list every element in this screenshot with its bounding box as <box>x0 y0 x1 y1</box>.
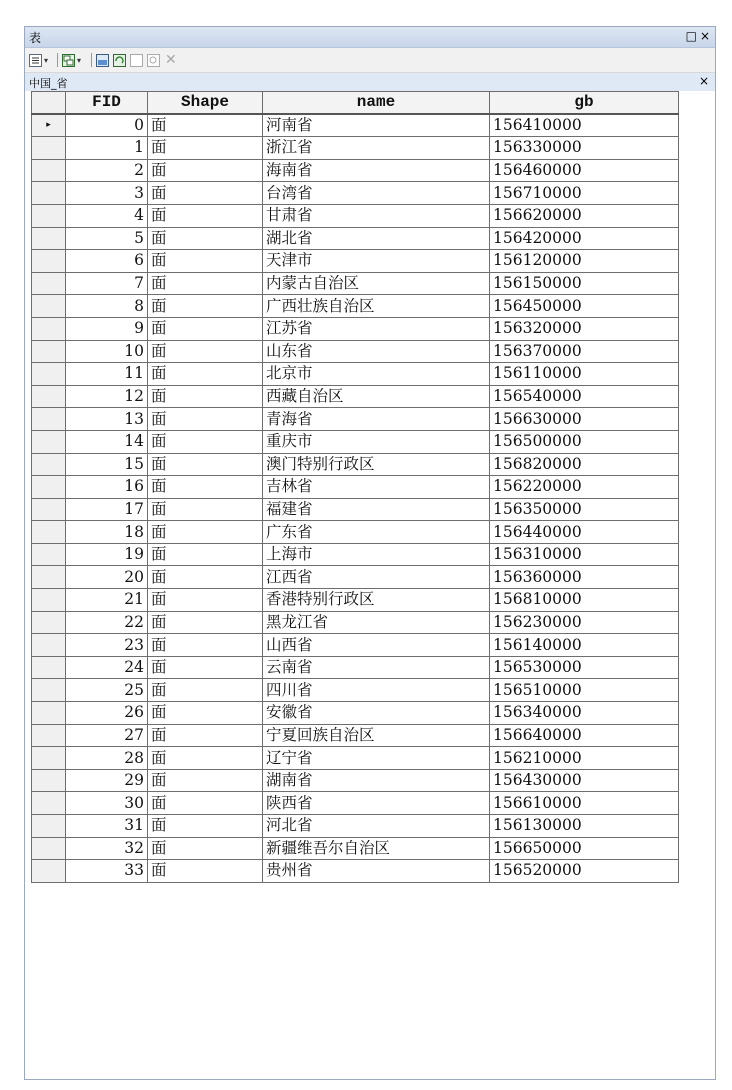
name-cell[interactable]: 青海省 <box>263 408 490 431</box>
name-cell[interactable]: 内蒙古自治区 <box>263 272 490 295</box>
name-cell[interactable]: 浙江省 <box>263 137 490 160</box>
tab-close-button[interactable]: × <box>698 74 709 88</box>
delete-icon: ✕ <box>165 52 177 68</box>
name-cell[interactable]: 香港特别行政区 <box>263 589 490 612</box>
table-row[interactable] <box>32 430 679 453</box>
gb-cell[interactable]: 156130000 <box>490 815 679 838</box>
shape-cell[interactable]: 面 <box>148 634 263 657</box>
toolbar-separator <box>57 53 58 67</box>
table-row[interactable] <box>32 769 679 792</box>
gb-cell[interactable]: 156330000 <box>490 137 679 160</box>
name-cell[interactable]: 贵州省 <box>263 860 490 883</box>
name-cell[interactable]: 云南省 <box>263 656 490 679</box>
table-row[interactable] <box>32 792 679 815</box>
row-selector[interactable] <box>32 543 66 566</box>
table-row[interactable] <box>32 408 679 431</box>
gb-cell[interactable]: 156540000 <box>490 385 679 408</box>
fid-cell[interactable]: 33 <box>66 860 148 883</box>
table-row[interactable] <box>32 250 679 273</box>
name-cell[interactable]: 江西省 <box>263 566 490 589</box>
row-selector[interactable] <box>32 566 66 589</box>
gb-cell[interactable]: 156230000 <box>490 611 679 634</box>
fid-cell[interactable]: 26 <box>66 702 148 725</box>
shape-cell[interactable]: 面 <box>148 227 263 250</box>
table-row[interactable] <box>32 566 679 589</box>
gb-cell[interactable]: 156320000 <box>490 317 679 340</box>
fid-cell[interactable]: 5 <box>66 227 148 250</box>
row-selector[interactable] <box>32 589 66 612</box>
name-cell[interactable]: 吉林省 <box>263 476 490 499</box>
fid-cell[interactable]: 28 <box>66 747 148 770</box>
fid-cell[interactable]: 14 <box>66 430 148 453</box>
table-row[interactable] <box>32 159 679 182</box>
table-row[interactable] <box>32 589 679 612</box>
name-cell[interactable]: 重庆市 <box>263 430 490 453</box>
fid-cell[interactable]: 17 <box>66 498 148 521</box>
shape-cell[interactable]: 面 <box>148 724 263 747</box>
fid-cell[interactable]: 7 <box>66 272 148 295</box>
table-row[interactable] <box>32 521 679 544</box>
gb-cell[interactable]: 156510000 <box>490 679 679 702</box>
toolbar <box>25 48 715 73</box>
gb-cell[interactable]: 156310000 <box>490 543 679 566</box>
row-selector[interactable] <box>32 408 66 431</box>
row-selector[interactable] <box>32 137 66 160</box>
shape-cell[interactable]: 面 <box>148 317 263 340</box>
shape-cell[interactable]: 面 <box>148 815 263 838</box>
shape-cell[interactable]: 面 <box>148 769 263 792</box>
shape-cell[interactable]: 面 <box>148 521 263 544</box>
gb-cell[interactable]: 156820000 <box>490 453 679 476</box>
shape-cell[interactable]: 面 <box>148 860 263 883</box>
table-row[interactable] <box>32 498 679 521</box>
fid-cell[interactable]: 24 <box>66 656 148 679</box>
row-selector[interactable] <box>32 340 66 363</box>
name-cell[interactable]: 天津市 <box>263 250 490 273</box>
clear-selection-button[interactable] <box>130 52 143 68</box>
row-selector[interactable] <box>32 295 66 318</box>
name-cell[interactable]: 河南省 <box>263 114 490 137</box>
name-cell[interactable]: 江苏省 <box>263 317 490 340</box>
shape-cell[interactable]: 面 <box>148 272 263 295</box>
column-header-name[interactable]: name <box>263 92 490 115</box>
table-tab-title[interactable]: 中国_省 <box>29 77 68 90</box>
shape-cell[interactable]: 面 <box>148 430 263 453</box>
shape-cell[interactable]: 面 <box>148 295 263 318</box>
table-row[interactable] <box>32 679 679 702</box>
table-row[interactable] <box>32 634 679 657</box>
fid-cell[interactable]: 9 <box>66 317 148 340</box>
row-selector[interactable] <box>32 611 66 634</box>
row-selector[interactable] <box>32 250 66 273</box>
attribute-table-window <box>24 26 716 1080</box>
window-title: 表 <box>29 31 42 45</box>
attribute-table <box>31 91 679 883</box>
table-row[interactable] <box>32 747 679 770</box>
gb-cell[interactable]: 156710000 <box>490 182 679 205</box>
fid-cell[interactable]: 22 <box>66 611 148 634</box>
shape-cell[interactable]: 面 <box>148 476 263 499</box>
table-row[interactable] <box>32 385 679 408</box>
row-selector[interactable] <box>32 860 66 883</box>
table-row[interactable] <box>32 114 679 137</box>
row-selector[interactable] <box>32 634 66 657</box>
shape-cell[interactable]: 面 <box>148 837 263 860</box>
table-body <box>32 114 679 882</box>
fid-cell[interactable]: 2 <box>66 159 148 182</box>
fid-cell[interactable]: 29 <box>66 769 148 792</box>
row-selector[interactable] <box>32 656 66 679</box>
row-selector[interactable] <box>32 702 66 725</box>
fid-cell[interactable]: 32 <box>66 837 148 860</box>
related-tables-button[interactable] <box>62 52 81 68</box>
name-cell[interactable]: 山东省 <box>263 340 490 363</box>
fid-cell[interactable]: 10 <box>66 340 148 363</box>
name-cell[interactable]: 四川省 <box>263 679 490 702</box>
fid-cell[interactable]: 13 <box>66 408 148 431</box>
gb-cell[interactable]: 156410000 <box>490 114 679 137</box>
shape-cell[interactable]: 面 <box>148 566 263 589</box>
name-cell[interactable]: 湖南省 <box>263 769 490 792</box>
gb-cell[interactable]: 156120000 <box>490 250 679 273</box>
shape-cell[interactable]: 面 <box>148 137 263 160</box>
name-cell[interactable]: 河北省 <box>263 815 490 838</box>
table-row[interactable] <box>32 611 679 634</box>
table-row[interactable] <box>32 837 679 860</box>
gb-cell[interactable]: 156810000 <box>490 589 679 612</box>
row-selector[interactable] <box>32 769 66 792</box>
gb-cell[interactable]: 156530000 <box>490 656 679 679</box>
zoom-to-selected-icon <box>147 54 160 67</box>
table-options-icon <box>29 54 42 67</box>
shape-cell[interactable]: 面 <box>148 543 263 566</box>
row-selector[interactable] <box>32 385 66 408</box>
fid-cell[interactable]: 6 <box>66 250 148 273</box>
gb-cell[interactable]: 156110000 <box>490 363 679 386</box>
row-selector[interactable] <box>32 521 66 544</box>
shape-cell[interactable]: 面 <box>148 679 263 702</box>
name-cell[interactable]: 海南省 <box>263 159 490 182</box>
row-selector-header[interactable] <box>32 92 66 115</box>
gb-cell[interactable]: 156520000 <box>490 860 679 883</box>
row-selector[interactable] <box>32 272 66 295</box>
name-cell[interactable]: 陕西省 <box>263 792 490 815</box>
table-row[interactable] <box>32 543 679 566</box>
table-row[interactable] <box>32 137 679 160</box>
row-selector[interactable] <box>32 430 66 453</box>
name-cell[interactable]: 湖北省 <box>263 227 490 250</box>
table-row[interactable] <box>32 227 679 250</box>
name-cell[interactable]: 台湾省 <box>263 182 490 205</box>
name-cell[interactable]: 辽宁省 <box>263 747 490 770</box>
table-row[interactable] <box>32 363 679 386</box>
gb-cell[interactable]: 156210000 <box>490 747 679 770</box>
switch-selection-icon <box>113 54 126 67</box>
shape-cell[interactable]: 面 <box>148 453 263 476</box>
gb-cell[interactable]: 156360000 <box>490 566 679 589</box>
gb-cell[interactable]: 156450000 <box>490 295 679 318</box>
fid-cell[interactable]: 23 <box>66 634 148 657</box>
fid-cell[interactable]: 27 <box>66 724 148 747</box>
table-row[interactable] <box>32 272 679 295</box>
toolbar-separator <box>91 53 92 67</box>
row-selector[interactable] <box>32 227 66 250</box>
restore-button[interactable]: □ <box>685 29 697 43</box>
select-by-attributes-icon <box>96 54 109 67</box>
row-selector[interactable] <box>32 476 66 499</box>
gb-cell[interactable]: 156620000 <box>490 204 679 227</box>
fid-cell[interactable]: 31 <box>66 815 148 838</box>
row-selector[interactable] <box>32 159 66 182</box>
table-options-button[interactable] <box>29 52 48 68</box>
name-cell[interactable]: 甘肃省 <box>263 204 490 227</box>
chevron-down-icon: ▾ <box>44 55 49 65</box>
name-cell[interactable]: 山西省 <box>263 634 490 657</box>
zoom-to-selected-button[interactable] <box>147 52 160 68</box>
shape-cell[interactable]: 面 <box>148 589 263 612</box>
shape-cell[interactable]: 面 <box>148 498 263 521</box>
table-header-row <box>32 92 679 115</box>
row-selector[interactable] <box>32 498 66 521</box>
fid-cell[interactable]: 20 <box>66 566 148 589</box>
row-selector[interactable] <box>32 837 66 860</box>
shape-cell[interactable]: 面 <box>148 363 263 386</box>
table-grid-area <box>25 91 715 1079</box>
table-row[interactable] <box>32 815 679 838</box>
column-header-gb[interactable]: gb <box>490 92 679 115</box>
fid-cell[interactable]: 12 <box>66 385 148 408</box>
clear-selection-icon <box>130 54 143 67</box>
gb-cell[interactable]: 156140000 <box>490 634 679 657</box>
fid-cell[interactable]: 8 <box>66 295 148 318</box>
table-row[interactable] <box>32 182 679 205</box>
shape-cell[interactable]: 面 <box>148 747 263 770</box>
row-selector[interactable] <box>32 815 66 838</box>
fid-cell[interactable]: 4 <box>66 204 148 227</box>
shape-cell[interactable]: 面 <box>148 114 263 137</box>
gb-cell[interactable]: 156440000 <box>490 521 679 544</box>
table-row[interactable] <box>32 453 679 476</box>
close-button[interactable]: × <box>699 29 710 43</box>
shape-cell[interactable]: 面 <box>148 385 263 408</box>
table-row[interactable] <box>32 860 679 883</box>
table-row[interactable] <box>32 317 679 340</box>
fid-cell[interactable]: 0 <box>66 114 148 137</box>
table-row[interactable] <box>32 656 679 679</box>
gb-cell[interactable]: 156630000 <box>490 408 679 431</box>
gb-cell[interactable]: 156220000 <box>490 476 679 499</box>
name-cell[interactable]: 广西壮族自治区 <box>263 295 490 318</box>
fid-cell[interactable]: 11 <box>66 363 148 386</box>
row-selector[interactable]: ▸ <box>32 114 66 137</box>
shape-cell[interactable]: 面 <box>148 182 263 205</box>
row-selector[interactable] <box>32 182 66 205</box>
name-cell[interactable]: 广东省 <box>263 521 490 544</box>
name-cell[interactable]: 宁夏回族自治区 <box>263 724 490 747</box>
select-by-attributes-button[interactable] <box>96 52 109 68</box>
table-row[interactable] <box>32 295 679 318</box>
table-row[interactable] <box>32 204 679 227</box>
shape-cell[interactable]: 面 <box>148 159 263 182</box>
shape-cell[interactable]: 面 <box>148 340 263 363</box>
name-cell[interactable]: 黑龙江省 <box>263 611 490 634</box>
row-selector[interactable] <box>32 724 66 747</box>
name-cell[interactable]: 北京市 <box>263 363 490 386</box>
name-cell[interactable]: 新疆维吾尔自治区 <box>263 837 490 860</box>
name-cell[interactable]: 上海市 <box>263 543 490 566</box>
table-row[interactable] <box>32 702 679 725</box>
delete-selected-button[interactable] <box>165 52 177 68</box>
shape-cell[interactable]: 面 <box>148 250 263 273</box>
fid-cell[interactable]: 15 <box>66 453 148 476</box>
row-selector[interactable] <box>32 679 66 702</box>
shape-cell[interactable]: 面 <box>148 204 263 227</box>
column-header-fid[interactable]: FID <box>66 92 148 115</box>
gb-cell[interactable]: 156340000 <box>490 702 679 725</box>
fid-cell[interactable]: 19 <box>66 543 148 566</box>
shape-cell[interactable]: 面 <box>148 611 263 634</box>
shape-cell[interactable]: 面 <box>148 792 263 815</box>
row-selector[interactable] <box>32 204 66 227</box>
fid-cell[interactable]: 3 <box>66 182 148 205</box>
gb-cell[interactable]: 156460000 <box>490 159 679 182</box>
table-row[interactable] <box>32 340 679 363</box>
shape-cell[interactable]: 面 <box>148 408 263 431</box>
name-cell[interactable]: 澳门特别行政区 <box>263 453 490 476</box>
name-cell[interactable]: 安徽省 <box>263 702 490 725</box>
gb-cell[interactable]: 156500000 <box>490 430 679 453</box>
row-selector[interactable] <box>32 363 66 386</box>
table-row[interactable] <box>32 724 679 747</box>
row-selector[interactable] <box>32 792 66 815</box>
table-row[interactable] <box>32 476 679 499</box>
gb-cell[interactable]: 156420000 <box>490 227 679 250</box>
fid-cell[interactable]: 1 <box>66 137 148 160</box>
fid-cell[interactable]: 21 <box>66 589 148 612</box>
table-tab-bar <box>25 73 715 92</box>
gb-cell[interactable]: 156150000 <box>490 272 679 295</box>
fid-cell[interactable]: 16 <box>66 476 148 499</box>
chevron-down-icon: ▾ <box>77 55 82 65</box>
fid-cell[interactable]: 25 <box>66 679 148 702</box>
switch-selection-button[interactable] <box>113 52 126 68</box>
row-selector[interactable] <box>32 747 66 770</box>
gb-cell[interactable]: 156640000 <box>490 724 679 747</box>
fid-cell[interactable]: 30 <box>66 792 148 815</box>
gb-cell[interactable]: 156610000 <box>490 792 679 815</box>
shape-cell[interactable]: 面 <box>148 656 263 679</box>
shape-cell[interactable]: 面 <box>148 702 263 725</box>
gb-cell[interactable]: 156370000 <box>490 340 679 363</box>
row-selector[interactable] <box>32 317 66 340</box>
row-selector[interactable] <box>32 453 66 476</box>
title-bar[interactable] <box>25 27 715 48</box>
column-header-shape[interactable]: Shape <box>148 92 263 115</box>
name-cell[interactable]: 西藏自治区 <box>263 385 490 408</box>
fid-cell[interactable]: 18 <box>66 521 148 544</box>
gb-cell[interactable]: 156350000 <box>490 498 679 521</box>
gb-cell[interactable]: 156430000 <box>490 769 679 792</box>
gb-cell[interactable]: 156650000 <box>490 837 679 860</box>
related-tables-icon <box>62 54 75 67</box>
name-cell[interactable]: 福建省 <box>263 498 490 521</box>
